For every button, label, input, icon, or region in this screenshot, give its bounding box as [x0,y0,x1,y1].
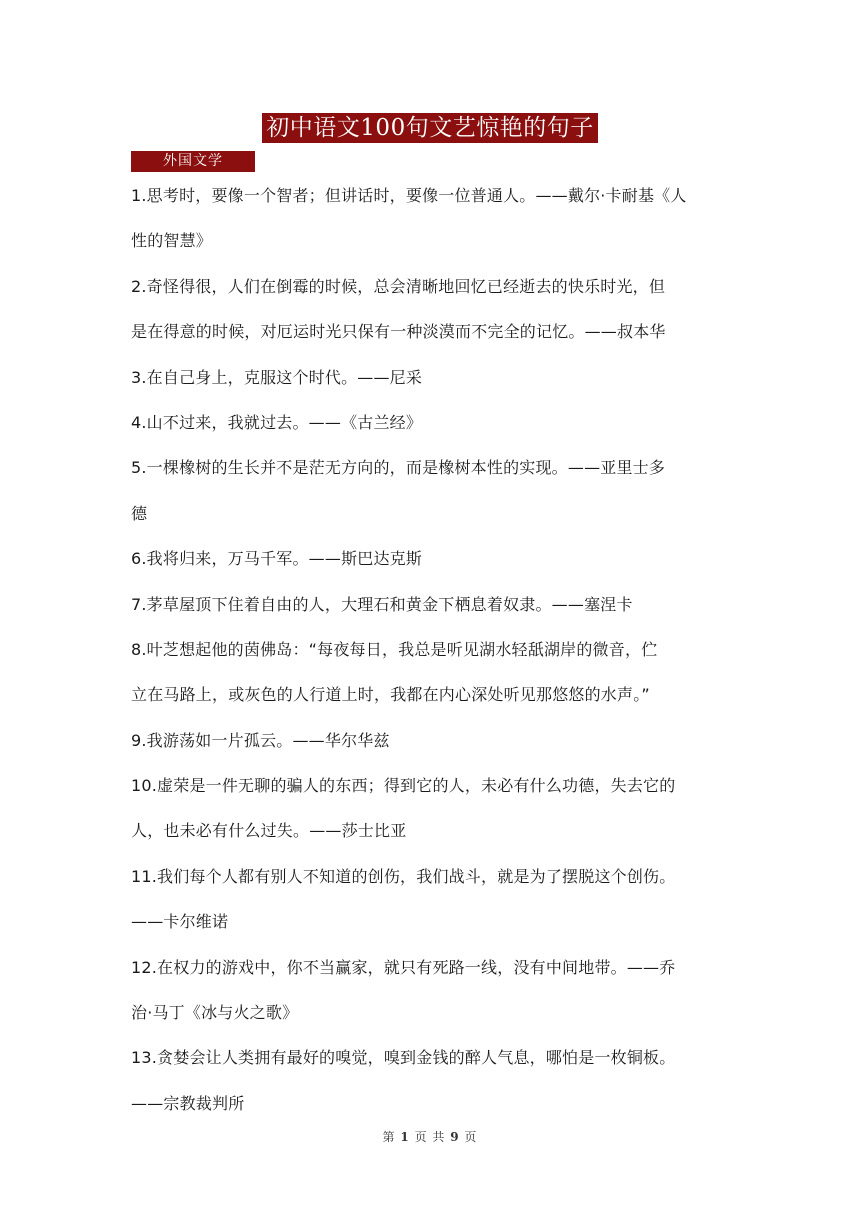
text-line: 治·马丁《冰与火之歌》 [131,1003,299,1023]
section-label: 外国文学 [131,151,255,172]
title-wrapper [0,113,860,143]
text-line: 5.一棵橡树的生长并不是茫无方向的，而是橡树本性的实现。——亚里士多 [131,458,666,478]
page-title: 初中语文100句文艺惊艳的句子 [262,113,597,143]
text-line: 4.山不过来，我就过去。——《古兰经》 [131,412,423,432]
text-line: 1.思考时，要像一个智者；但讲话时，要像一位普通人。——戴尔·卡耐基《人 [131,186,687,205]
text-line: 是在得意的时候，对厄运时光只保有一种淡漠而不完全的记忆。——叔本华 [131,322,666,342]
text-line: ——卡尔维诺 [131,912,229,932]
text-line: 7.茅草屋顶下住着自由的人，大理石和黄金下栖息着奴隶。——塞涅卡 [131,594,633,614]
text-line: 11.我们每个人都有别人不知道的创伤，我们战斗，就是为了摆脱这个创伤。 [131,866,676,886]
text-line: 13.贪婪会让人类拥有最好的嗅觉，嗅到金钱的醉人气息，哪怕是一枚铜板。 [131,1048,676,1068]
text-line: 性的智慧》 [131,231,213,251]
text-line: 立在马路上，或灰色的人行道上时，我都在内心深处听见那悠悠的水声。” [131,685,650,705]
text-line: 2.奇怪得很，人们在倒霉的时候，总会清晰地回忆已经逝去的快乐时光，但 [131,276,666,296]
text-line: 6.我将归来，万马千军。——斯巴达克斯 [131,549,423,569]
text-line: ——宗教裁判所 [131,1093,245,1113]
footer-total-pages: 9 [450,1130,460,1144]
footer-suffix: 页 [464,1130,478,1144]
text-line: 9.我游荡如一片孤云。——华尔华兹 [131,730,390,750]
quote-list [131,173,731,1126]
footer-middle: 页 共 [414,1130,446,1144]
page-footer [0,1128,860,1145]
text-line: 人，也未必有什么过失。——莎士比亚 [131,821,407,841]
footer-current-page: 1 [400,1130,410,1144]
text-line: 12.在权力的游戏中，你不当赢家，就只有死路一线，没有中间地带。——乔 [131,957,676,977]
footer-prefix: 第 [382,1130,396,1144]
text-line: 德 [131,503,148,523]
text-line: 10.虚荣是一件无聊的骗人的东西；得到它的人，未必有什么功德，失去它的 [131,776,676,796]
text-line: 3.在自己身上，克服这个时代。——尼采 [131,367,423,387]
text-line: 8.叶芝想起他的茵佛岛：“每夜每日，我总是听见湖水轻舐湖岸的微音，伫 [131,639,658,659]
